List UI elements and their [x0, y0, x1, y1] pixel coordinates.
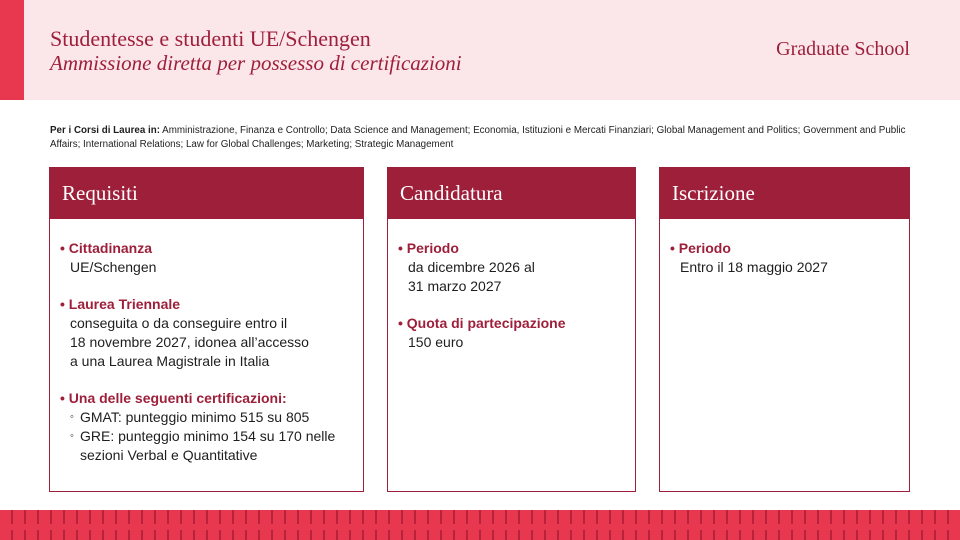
item-text: UE/Schengen: [70, 259, 157, 275]
courses-list: Amministrazione, Finanza e Controllo; Data Science and Management; Economia, Istituzioni e Mercati Finanziari; Global Management and Politics; Government and Public Affairs; International Relations; Law for Global Challenges; Marketing; Strategic Management: [50, 125, 906, 150]
courses-label: Per i Corsi di Laurea in:: [50, 125, 160, 136]
enrollment-item: [670, 239, 895, 277]
application-item: [398, 239, 621, 296]
item-text: GRE: punteggio minimo 154 su 170 nelle: [80, 428, 336, 444]
requirement-item: [60, 295, 349, 371]
card-body: [50, 219, 363, 465]
requirement-item: [60, 239, 349, 277]
item-text: a una Laurea Magistrale in Italia: [70, 353, 270, 369]
certification-item: [70, 446, 349, 465]
footer-pattern: [0, 530, 960, 540]
card-title: Iscrizione: [660, 168, 909, 219]
card-candidatura: [387, 167, 636, 492]
item-label: • Quota di partecipazione: [398, 314, 621, 333]
card-body: [388, 219, 635, 352]
card-requisiti: [49, 167, 364, 492]
item-text: da dicembre 2026 al: [408, 259, 535, 275]
card-title: Candidatura: [388, 168, 635, 219]
certification-list: [60, 408, 349, 465]
item-label: • Laurea Triennale: [60, 295, 349, 314]
card-title: Requisiti: [50, 168, 363, 219]
page-title: Studentesse e studenti UE/Schengen: [50, 26, 371, 51]
certification-item: [70, 427, 349, 446]
item-text: 150 euro: [408, 334, 464, 350]
courses-note: [50, 124, 910, 152]
item-text: 31 marzo 2027: [408, 278, 502, 294]
header-accent-bar: [0, 0, 24, 100]
page-subtitle: Ammissione diretta per possesso di certificazioni: [50, 51, 462, 75]
circle-bullet-icon: ◦: [70, 430, 74, 442]
item-text: 18 novembre 2027, idonea all’accesso: [70, 334, 309, 350]
application-item: [398, 314, 621, 352]
requirement-item: [60, 389, 349, 465]
brand-logo-text: Graduate School: [776, 38, 910, 60]
footer-pattern: [0, 510, 960, 524]
item-text: conseguita o da conseguire entro il: [70, 315, 288, 331]
item-label: • Periodo: [398, 239, 621, 258]
item-label: • Periodo: [670, 239, 895, 258]
item-label: • Cittadinanza: [60, 239, 349, 258]
header-band: [0, 0, 960, 100]
card-body: [660, 219, 909, 277]
certification-item: [70, 408, 349, 427]
item-text: GMAT: punteggio minimo 515 su 805: [80, 409, 310, 425]
footer-band: [0, 510, 960, 540]
item-text: Entro il 18 maggio 2027: [680, 259, 828, 275]
item-text: sezioni Verbal e Quantitative: [80, 447, 258, 463]
card-iscrizione: [659, 167, 910, 492]
circle-bullet-icon: ◦: [70, 411, 74, 423]
item-label: • Una delle seguenti certificazioni:: [60, 389, 349, 408]
